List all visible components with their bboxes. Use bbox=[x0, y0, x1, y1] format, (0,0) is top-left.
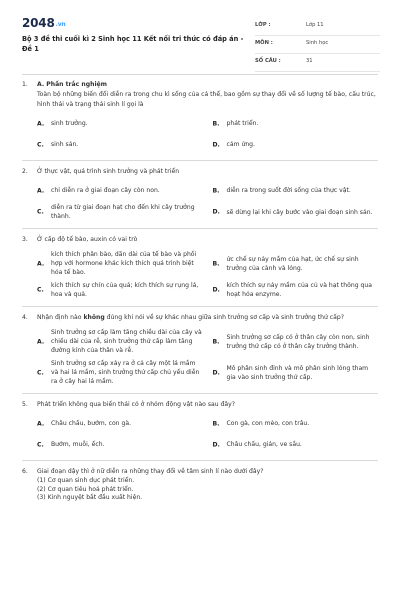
statement-item: (3) Kinh nguyệt bắt đầu xuất hiện. bbox=[37, 494, 143, 501]
question-3 bbox=[22, 235, 378, 301]
question-number: 4. bbox=[22, 314, 28, 321]
option-b[interactable] bbox=[213, 326, 379, 357]
option-b[interactable] bbox=[213, 180, 379, 201]
question-header bbox=[22, 80, 378, 89]
option-c[interactable] bbox=[37, 434, 203, 455]
option-text: diễn ra từ giai đoạn hạt cho đến khi cây trưởng thành. bbox=[51, 204, 195, 220]
option-text: diễn ra trong suốt đời sống của thực vật. bbox=[226, 187, 351, 194]
exam-title: Bộ 3 đề thi cuối kì 2 Sinh học 11 Kết nối tri thức có đáp án - Đề 1 bbox=[22, 35, 244, 53]
question-text: Giai đoạn dậy thì ở nữ diễn ra những thay đổi về tâm sinh lí nào dưới đây? bbox=[37, 468, 264, 475]
question-header bbox=[22, 400, 378, 409]
question-text-before: Nhận định nào bbox=[37, 314, 84, 321]
option-letter: C. bbox=[37, 208, 44, 216]
option-letter: D. bbox=[212, 441, 220, 448]
question-divider bbox=[22, 160, 378, 161]
option-letter: C. bbox=[37, 441, 44, 448]
option-text: Sinh trưởng sơ cấp có ở thân cây còn non, sinh trưởng thứ cấp có ở thân cây trưởng thành. bbox=[226, 333, 370, 350]
option-letter: C. bbox=[37, 286, 44, 294]
option-letter: B. bbox=[212, 338, 220, 345]
question-divider bbox=[22, 228, 378, 229]
option-text: ức chế sự nảy mầm của hạt, ức chế sự sinh trưởng của cành và lóng. bbox=[226, 255, 359, 272]
option-c[interactable] bbox=[37, 201, 203, 223]
option-text: cảm ứng. bbox=[226, 141, 255, 148]
option-letter: D. bbox=[212, 286, 220, 294]
option-c[interactable] bbox=[37, 134, 203, 155]
option-letter: B. bbox=[212, 120, 220, 127]
option-d[interactable] bbox=[213, 279, 379, 301]
logo-tld: .vn bbox=[55, 21, 66, 28]
option-d[interactable] bbox=[213, 134, 379, 155]
option-text: sẽ dừng lại khi cây bước vào giai đoạn sinh sản. bbox=[226, 208, 373, 216]
option-letter: B. bbox=[212, 187, 220, 194]
option-text: Châu chấu, bướm, con gà. bbox=[51, 420, 132, 427]
statement-list bbox=[22, 477, 378, 503]
option-a[interactable] bbox=[37, 113, 203, 134]
option-a[interactable] bbox=[37, 326, 203, 357]
question-text-emphasis: không bbox=[83, 314, 105, 321]
option-c[interactable] bbox=[37, 357, 203, 388]
question-2 bbox=[22, 167, 378, 223]
options-grid bbox=[22, 413, 378, 455]
option-letter: A. bbox=[37, 260, 45, 267]
question-number: 3. bbox=[22, 236, 28, 243]
option-letter: A. bbox=[37, 120, 45, 127]
options-grid bbox=[22, 180, 378, 223]
option-a[interactable] bbox=[37, 180, 203, 201]
option-letter: A. bbox=[37, 338, 45, 345]
option-letter: C. bbox=[37, 141, 44, 148]
option-text: kích thích phân bào, dãn dài của tế bào và phối hợp với hormone khác kích thích quá trình biệt hóa tế bào. bbox=[51, 251, 197, 276]
option-text: kích thích sự nảy mầm của củ và hạt thông qua hoạt hóa enzyme. bbox=[226, 282, 372, 298]
question-divider bbox=[22, 393, 378, 394]
option-letter: B. bbox=[212, 420, 220, 427]
option-letter: A. bbox=[37, 187, 45, 194]
question-divider bbox=[22, 460, 378, 461]
question-header bbox=[22, 235, 378, 244]
option-b[interactable] bbox=[213, 413, 379, 434]
question-header bbox=[22, 167, 378, 176]
question-header bbox=[22, 467, 378, 476]
statement-item: (2) Cơ quan tiêu hoá phát triển. bbox=[37, 485, 134, 493]
option-b[interactable] bbox=[213, 113, 379, 134]
option-letter: D. bbox=[212, 208, 220, 216]
logo-text: 2048 bbox=[22, 16, 55, 30]
section-title: A. Phần trắc nghiệm bbox=[37, 81, 108, 88]
option-text: Bướm, muỗi, ếch. bbox=[51, 441, 105, 448]
option-letter: D. bbox=[212, 141, 220, 148]
option-text: sinh sản. bbox=[51, 141, 79, 148]
option-a[interactable] bbox=[37, 413, 203, 434]
option-letter: B. bbox=[212, 260, 220, 267]
option-text: Con gà, con mèo, con trâu. bbox=[226, 420, 310, 427]
meta-subject-value: Sinh học bbox=[306, 40, 329, 46]
option-text: Châu chấu, gián, ve sầu. bbox=[226, 441, 302, 448]
statement-item: (1) Cơ quan sinh dục phát triển. bbox=[37, 477, 135, 484]
option-text: Sinh trưởng sơ cấp xảy ra ở cả cây một lá mầm và hai lá mầm, sinh trưởng thứ cấp chủ yếu diễn ra ở cây hai lá mầm. bbox=[51, 360, 200, 385]
option-letter: D. bbox=[212, 369, 220, 376]
header-divider bbox=[22, 74, 378, 75]
page-header bbox=[22, 14, 382, 69]
option-a[interactable] bbox=[37, 248, 203, 279]
meta-subject-row bbox=[255, 38, 380, 54]
question-number: 1. bbox=[22, 81, 28, 88]
question-4 bbox=[22, 313, 378, 388]
question-text: Toàn bộ những biến đổi diễn ra trong chu kì sống của cá thể, bao gồm sự thay đổi về số lượng tế bào, cấu trúc, hình thái và trạng thái sinh lí gọi là bbox=[37, 91, 376, 108]
meta-count-row bbox=[255, 56, 380, 72]
options-grid bbox=[22, 113, 378, 155]
option-text: Mô phân sinh đỉnh và mô phân sinh lóng tham gia vào sinh trưởng thứ cấp. bbox=[226, 364, 369, 381]
question-number: 6. bbox=[22, 468, 28, 475]
question-text-after: đúng khi nói về sự khác nhau giữa sinh trưởng sơ cấp và sinh trưởng thứ cấp? bbox=[104, 314, 344, 321]
question-text: Ở cấp độ tế bào, auxin có vai trò bbox=[37, 236, 138, 243]
question-1 bbox=[22, 80, 378, 155]
question-divider bbox=[22, 306, 378, 307]
option-letter: A. bbox=[37, 420, 45, 427]
option-text: kích thích sự chín của quả; kích thích sự rụng lá, hoa và quả. bbox=[51, 282, 199, 298]
question-text: Ở thực vật, quá trình sinh trưởng và phát triển bbox=[37, 168, 180, 175]
options-grid bbox=[22, 326, 378, 388]
question-5 bbox=[22, 400, 378, 455]
question-text: Phát triển không qua biến thái có ở nhóm động vật nào sau đây? bbox=[37, 401, 235, 408]
question-header bbox=[22, 313, 378, 322]
meta-class-row bbox=[255, 20, 380, 36]
options-grid bbox=[22, 248, 378, 301]
site-logo[interactable] bbox=[22, 16, 65, 30]
option-text: phát triển. bbox=[226, 120, 259, 127]
option-d[interactable] bbox=[213, 357, 379, 388]
option-letter: C. bbox=[37, 369, 44, 376]
meta-count-value: 31 bbox=[306, 58, 313, 64]
meta-class-value: Lớp 11 bbox=[306, 22, 324, 28]
meta-subject-key: MÔN : bbox=[255, 40, 273, 46]
option-b[interactable] bbox=[213, 248, 379, 279]
option-c[interactable] bbox=[37, 279, 203, 301]
question-6 bbox=[22, 467, 378, 503]
meta-count-key: SỐ CÂU : bbox=[255, 58, 281, 64]
meta-class-key: LỚP : bbox=[255, 22, 271, 28]
question-number: 2. bbox=[22, 168, 28, 175]
exam-meta bbox=[255, 20, 380, 74]
option-text: Sinh trưởng sơ cấp làm tăng chiều dài của cây và chiều dài của rễ, sinh trưởng thứ cấp làm tăng đường kính của thân và rễ. bbox=[51, 329, 202, 354]
option-text: chỉ diễn ra ở giai đoạn cây còn non. bbox=[51, 187, 160, 194]
option-d[interactable] bbox=[213, 434, 379, 455]
question-number: 5. bbox=[22, 401, 28, 408]
option-text: sinh trưởng. bbox=[51, 120, 88, 127]
questions-list bbox=[22, 80, 378, 600]
option-d[interactable] bbox=[213, 201, 379, 223]
